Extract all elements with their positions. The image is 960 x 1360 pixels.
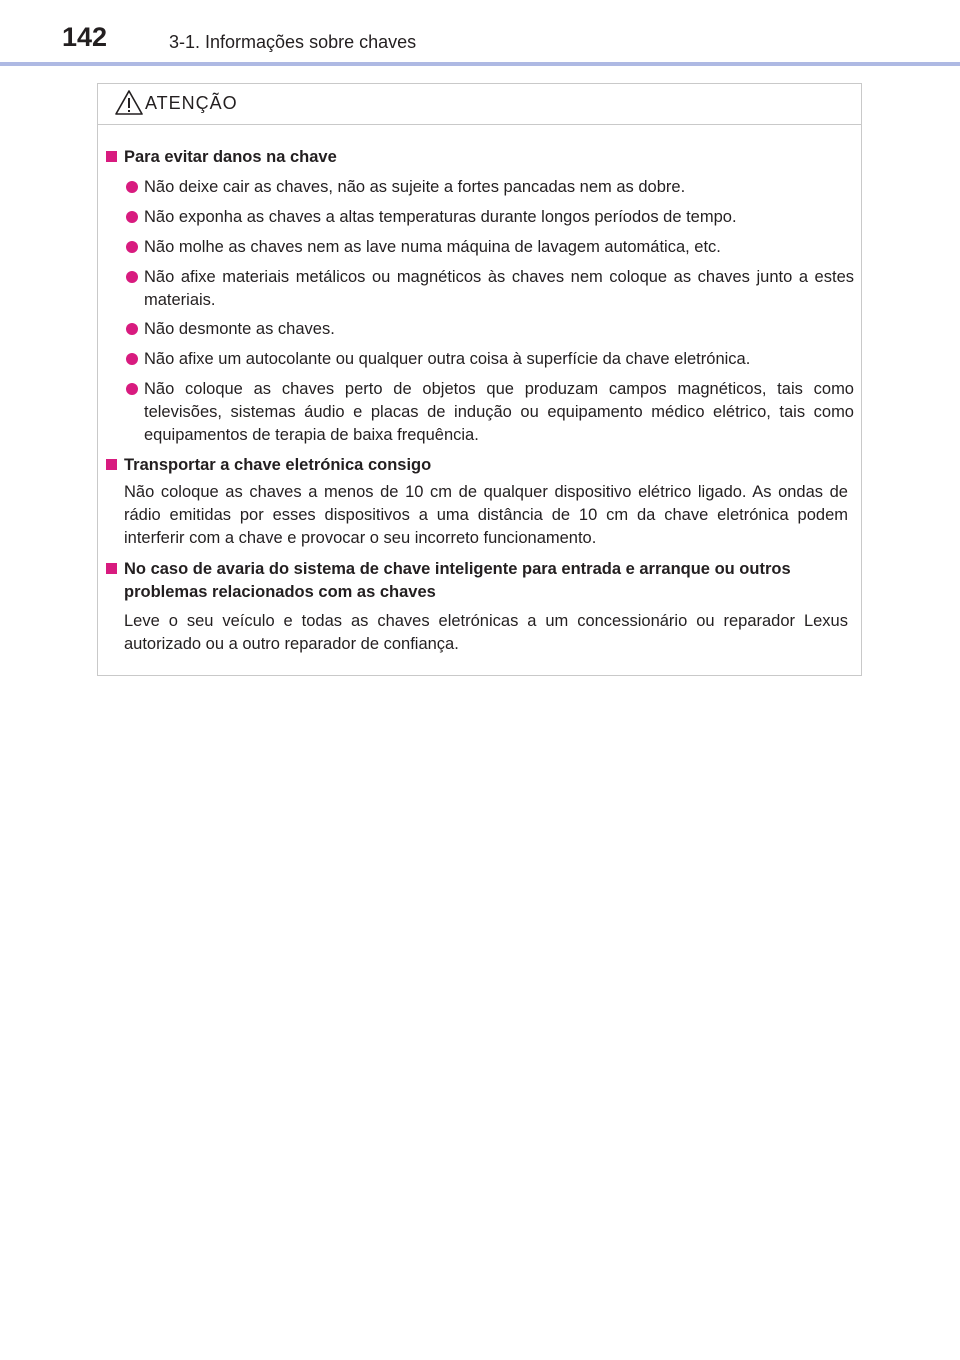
section-heading-carrying-key [106,454,854,477]
round-bullet-icon [126,353,138,365]
list-item-text: Não exponha as chaves a altas temperaturas durante longos períodos de tempo. [144,208,737,226]
list-item [106,236,854,259]
square-bullet-icon [106,459,117,470]
section-paragraph: Não coloque as chaves a menos de 10 cm de qualquer dispositivo elétrico ligado. As ondas de rádio emitidas por esses dispositivos a uma distância de 10 cm da chave eletrónica podem interferir com a chave e provocar o seu incorreto funcionamento. [124,483,848,547]
warning-label: ATENÇÃO [145,93,238,113]
section-title: 3-1. Informações sobre chaves [169,32,417,52]
round-bullet-icon [126,271,138,283]
list-item [106,378,854,447]
warning-box [97,83,862,676]
page-header [0,0,960,66]
list-item-text: Não afixe um autocolante ou qualquer outra coisa à superfície da chave eletrónica. [144,350,751,368]
round-bullet-icon [126,383,138,395]
list-item [106,176,854,199]
list-item-text: Não desmonte as chaves. [144,320,335,338]
round-bullet-icon [126,181,138,193]
heading-text: No caso de avaria do sistema de chave inteligente para entrada e arranque ou outros problemas relacionados com as chaves [124,560,791,601]
list-item-text: Não molhe as chaves nem as lave numa máquina de lavagem automática, etc. [144,238,721,256]
list-item-text: Não deixe cair as chaves, não as sujeite a fortes pancadas nem as dobre. [144,178,686,196]
section-paragraph: Leve o seu veículo e todas as chaves eletrónicas a um concessionário ou reparador Lexus autorizado ou a outro reparador de confiança. [124,612,848,653]
square-bullet-icon [106,563,117,574]
heading-text: Para evitar danos na chave [124,148,337,166]
warning-header [98,84,861,125]
heading-text: Transportar a chave eletrónica consigo [124,456,432,474]
list-item [106,348,854,371]
round-bullet-icon [126,241,138,253]
list-item-text: Não coloque as chaves perto de objetos que produzam campos magnéticos, tais como televisões, sistemas áudio e placas de indução ou equipamento médico elétrico, tais como equipamentos de terapia de baixa frequência. [144,380,854,444]
page-number: 142 [62,22,108,52]
list-item [106,206,854,229]
list-item [106,266,854,312]
square-bullet-icon [106,151,117,162]
round-bullet-icon [126,211,138,223]
list-item [106,318,854,341]
round-bullet-icon [126,323,138,335]
list-item-text: Não afixe materiais metálicos ou magnéticos às chaves nem coloque as chaves junto a estes materiais. [144,268,854,309]
warning-triangle-icon [114,89,144,116]
section-heading-malfunction [106,558,854,604]
header-rule [0,62,960,66]
section-heading-key-damage [106,146,854,169]
